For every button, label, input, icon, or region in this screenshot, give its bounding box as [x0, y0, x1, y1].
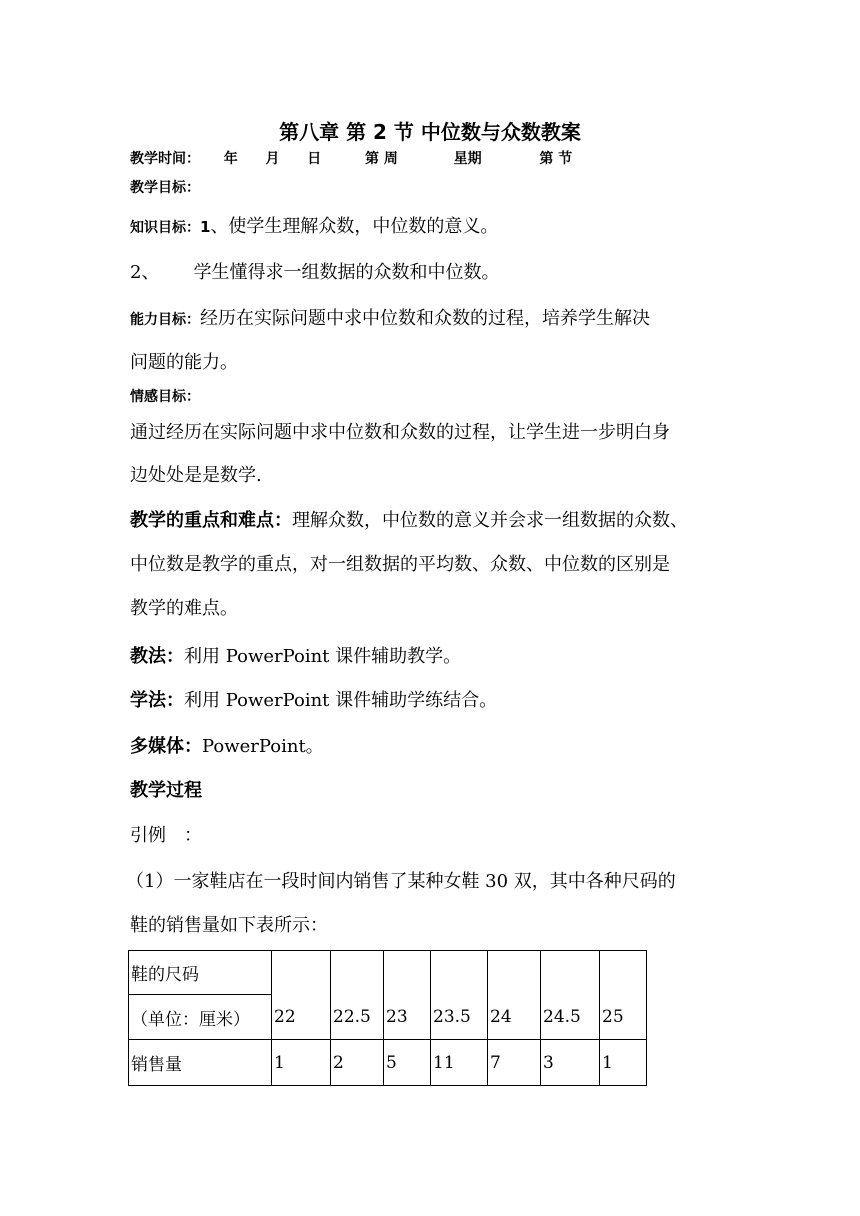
key-points-line-2: 中位数是教学的重点，对一组数据的平均数、众数、中位数的区别是 [130, 554, 670, 575]
process-heading: 教学过程 [130, 780, 202, 801]
knowledge-goal-item-2 [130, 264, 499, 282]
multimedia-text: PowerPoint。 [202, 736, 324, 757]
day-label: 日 [307, 151, 322, 167]
key-points-label: 教学的重点和难点： [130, 510, 292, 531]
emotion-goal-line-1: 通过经历在实际问题中求中位数和众数的过程，让学生进一步明白身 [130, 422, 670, 443]
sales-cell: 1 [272, 1040, 331, 1086]
size-cell: 24.5 [541, 951, 600, 1040]
sales-cell: 1 [600, 1040, 647, 1086]
intro-example-label: 引例 ： [130, 825, 202, 846]
sales-cell: 7 [488, 1040, 541, 1086]
example-line-1: （1）一家鞋店在一段时间内销售了某种女鞋 30 双，其中各种尺码的 [126, 871, 676, 892]
key-points-text-1: 理解众数，中位数的意义并会求一组数据的众数、 [292, 510, 688, 531]
size-header-line-1: 鞋的尺码 [129, 951, 272, 995]
knowledge-goal-text: 、使学生理解众数，中位数的意义。 [210, 216, 499, 237]
size-cell: 23.5 [431, 951, 488, 1040]
teaching-time-line [130, 152, 572, 166]
example-line-2: 鞋的销售量如下表所示： [130, 915, 328, 936]
ability-goal-text-1: 经历在实际问题中求中位数和众数的过程，培养学生解决 [200, 308, 650, 329]
sales-label-cell: 销售量 [129, 1040, 272, 1086]
size-cell: 25 [600, 951, 647, 1040]
study-method-text: 利用 PowerPoint 课件辅助学练结合。 [184, 690, 498, 711]
size-cell: 22 [272, 951, 331, 1040]
table-row [129, 1040, 647, 1086]
sales-cell: 2 [331, 1040, 384, 1086]
knowledge-goal-label: 知识目标： [130, 220, 200, 236]
teaching-method-label: 教法： [130, 646, 184, 667]
knowledge-goal-number: 1 [200, 218, 211, 236]
ability-goal-label: 能力目标： [130, 312, 200, 328]
emotion-goal-label: 情感目标： [130, 389, 200, 405]
key-points-line-1 [130, 512, 688, 530]
teaching-method-text: 利用 PowerPoint 课件辅助教学。 [184, 646, 462, 667]
period-label: 第 节 [539, 151, 573, 167]
week-label: 第 周 [365, 151, 398, 167]
multimedia-line [130, 738, 324, 756]
key-points-line-3: 教学的难点。 [130, 598, 238, 619]
size-header-line-2: （单位：厘米） [129, 995, 272, 1040]
item-2-number: 2、 [130, 262, 160, 283]
knowledge-goal-line [130, 218, 498, 236]
shoe-sales-table [128, 950, 647, 1086]
page-title: 第八章 第 2 节 中位数与众数教案 [279, 120, 581, 144]
month-label: 月 [265, 151, 280, 167]
teaching-method-line [130, 648, 461, 666]
ability-goal-line-2: 问题的能力。 [130, 352, 238, 373]
size-cell: 23 [384, 951, 431, 1040]
ability-goal-line-1 [130, 310, 650, 328]
teaching-time-label: 教学时间： [130, 151, 200, 167]
table-row [129, 951, 647, 995]
size-cell: 22.5 [331, 951, 384, 1040]
sales-cell: 5 [384, 1040, 431, 1086]
goals-heading: 教学目标： [130, 180, 200, 196]
size-cell: 24 [488, 951, 541, 1040]
emotion-goal-line-2: 边处处是是数学. [130, 465, 262, 486]
sales-cell: 3 [541, 1040, 600, 1086]
multimedia-label: 多媒体： [130, 736, 202, 757]
study-method-line [130, 692, 497, 710]
year-label: 年 [223, 151, 238, 167]
item-2-text: 学生懂得求一组数据的众数和中位数。 [193, 262, 500, 283]
weekday-label: 星期 [453, 151, 482, 167]
sales-cell: 11 [431, 1040, 488, 1086]
study-method-label: 学法： [130, 690, 184, 711]
